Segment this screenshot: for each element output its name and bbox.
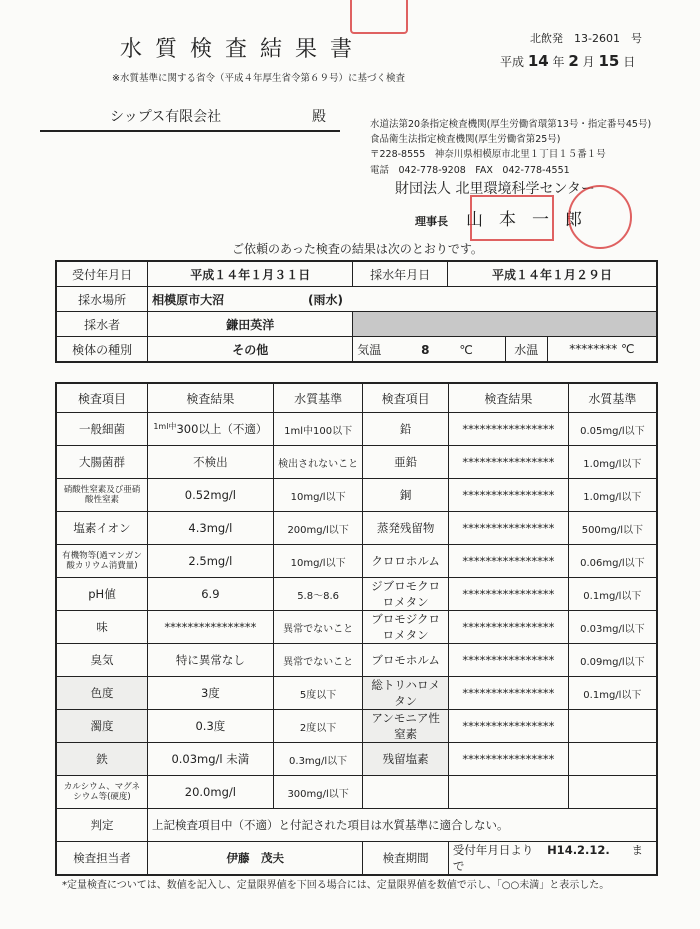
org-name: 財団法人 北里環境科学センター bbox=[395, 181, 595, 197]
header-standard-right: 水質基準 bbox=[568, 383, 657, 413]
inspector-value: 伊藤 茂夫 bbox=[147, 842, 362, 876]
item-right: 鉛 bbox=[363, 413, 448, 446]
result-right: **************** bbox=[448, 743, 568, 776]
result-row bbox=[56, 611, 657, 644]
org-certification-1: 水道法第20条指定検査機関(厚生労働省環第13号・指定番号45号) bbox=[370, 119, 652, 130]
item-left: 味 bbox=[56, 611, 147, 644]
result-value: 300以上（不適） bbox=[176, 422, 268, 436]
sampled-label: 採水年月日 bbox=[353, 261, 448, 287]
result-prefix: 1ml中 bbox=[153, 422, 177, 431]
client-name-block bbox=[40, 106, 340, 132]
result-left bbox=[147, 413, 273, 446]
client-honorific: 殿 bbox=[312, 109, 326, 125]
collector-value: 鎌田英洋 bbox=[148, 312, 353, 337]
air-temp-cell bbox=[353, 337, 506, 363]
type-value: その他 bbox=[148, 337, 353, 363]
footnote: *定量検査については、数値を記入し、定量限界値を下回る場合には、定量限界値を数値で示し、「○○未満」と表示した。 bbox=[62, 880, 610, 891]
water-temp-label: 水温 bbox=[505, 337, 547, 363]
standard-right: 0.1mg/l以下 bbox=[568, 677, 657, 710]
standard-right: 0.1mg/l以下 bbox=[568, 578, 657, 611]
sample-row-dates bbox=[56, 261, 657, 287]
result-row bbox=[56, 479, 657, 512]
standard-right bbox=[568, 743, 657, 776]
official-seal-round bbox=[568, 185, 632, 249]
standard-left: 2度以下 bbox=[273, 710, 363, 743]
standard-right: 0.09mg/l以下 bbox=[568, 644, 657, 677]
result-row bbox=[56, 677, 657, 710]
item-left: 色度 bbox=[56, 677, 147, 710]
result-row bbox=[56, 578, 657, 611]
result-left bbox=[147, 743, 273, 776]
header-standard-left: 水質基準 bbox=[273, 383, 363, 413]
item-left: カルシウム、マグネシウム等(硬度) bbox=[56, 776, 147, 809]
official-seal-square bbox=[470, 195, 554, 241]
org-certification-2: 食品衛生法指定検査機関(厚生労働省第25号) bbox=[370, 134, 561, 145]
result-right: **************** bbox=[448, 710, 568, 743]
received-value: 平成１４年１月３１日 bbox=[148, 261, 353, 287]
item-left: 硝酸性窒素及び亜硝酸性窒素 bbox=[56, 479, 147, 512]
judgement-value: 上記検査項目中（不適）と付記された項目は水質基準に適合しない。 bbox=[147, 809, 657, 842]
director-name: 山本一郎 bbox=[466, 210, 598, 230]
sample-row-collector bbox=[56, 312, 657, 337]
result-row bbox=[56, 446, 657, 479]
standard-left: 5度以下 bbox=[273, 677, 363, 710]
item-right: ブロモジクロロメタン bbox=[363, 611, 448, 644]
received-label: 受付年月日 bbox=[56, 261, 148, 287]
location-value: 相模原市大沼 bbox=[152, 292, 225, 307]
result-right: **************** bbox=[448, 578, 568, 611]
location-cell bbox=[148, 287, 657, 312]
results-table bbox=[55, 382, 658, 876]
document-title: 水質検査結果書 bbox=[120, 37, 366, 62]
issue-date: 平成 14 年 2 月 15 日 bbox=[500, 52, 636, 70]
result-left bbox=[147, 545, 273, 578]
result-left bbox=[147, 611, 273, 644]
standard-right: 1.0mg/l以下 bbox=[568, 479, 657, 512]
result-right bbox=[448, 776, 568, 809]
result-value: 2.5mg/l bbox=[188, 554, 233, 568]
type-label: 検体の種別 bbox=[56, 337, 148, 363]
result-value: 3度 bbox=[200, 686, 220, 700]
org-phone: 電話 042-778-9208 FAX 042-778-4551 bbox=[370, 165, 570, 176]
air-temp-unit: ℃ bbox=[459, 342, 473, 357]
item-right: 総トリハロメタン bbox=[363, 677, 448, 710]
item-left: 大腸菌群 bbox=[56, 446, 147, 479]
item-left: 濁度 bbox=[56, 710, 147, 743]
period-from: 受付年月日より bbox=[452, 843, 534, 857]
result-right: **************** bbox=[448, 413, 568, 446]
results-body bbox=[56, 413, 657, 809]
result-right: **************** bbox=[448, 512, 568, 545]
standard-right: 0.06mg/l以下 bbox=[568, 545, 657, 578]
result-value: 0.3度 bbox=[195, 719, 226, 733]
standard-left: 異常でないこと bbox=[273, 611, 363, 644]
result-row bbox=[56, 743, 657, 776]
inspector-label: 検査担当者 bbox=[56, 842, 147, 876]
result-value: 6.9 bbox=[201, 587, 220, 601]
standard-right: 0.03mg/l以下 bbox=[568, 611, 657, 644]
result-left bbox=[147, 776, 273, 809]
standard-left: 5.8～8.6 bbox=[273, 578, 363, 611]
legal-note: ※水質基準に関する省令（平成４年厚生省令第６９号）に基づく検査 bbox=[112, 73, 405, 84]
client-name: シップス有限会社 bbox=[110, 109, 222, 125]
standard-right: 0.05mg/l以下 bbox=[568, 413, 657, 446]
item-right: アンモニア性窒素 bbox=[363, 710, 448, 743]
period-date: H14.2.12. bbox=[547, 843, 610, 857]
standard-left: 異常でないこと bbox=[273, 644, 363, 677]
standard-left: 200mg/l以下 bbox=[273, 512, 363, 545]
result-value: 0.52mg/l bbox=[184, 488, 236, 502]
result-right: **************** bbox=[448, 644, 568, 677]
result-row bbox=[56, 644, 657, 677]
air-temp-value: 8 bbox=[421, 342, 430, 357]
result-left bbox=[147, 644, 273, 677]
result-right: **************** bbox=[448, 545, 568, 578]
location-note: (雨水) bbox=[308, 292, 343, 307]
item-right: 残留塩素 bbox=[363, 743, 448, 776]
standard-right bbox=[568, 776, 657, 809]
period-cell bbox=[448, 842, 657, 876]
result-row bbox=[56, 545, 657, 578]
standard-left: 0.3mg/l以下 bbox=[273, 743, 363, 776]
result-right: **************** bbox=[448, 479, 568, 512]
item-right: ジブロモクロロメタン bbox=[363, 578, 448, 611]
result-row bbox=[56, 776, 657, 809]
result-left bbox=[147, 479, 273, 512]
sampled-value: 平成１４年１月２９日 bbox=[448, 261, 657, 287]
judgement-row bbox=[56, 809, 657, 842]
header-item-right: 検査項目 bbox=[363, 383, 448, 413]
period-to: まで bbox=[452, 843, 643, 873]
result-value: 不検出 bbox=[193, 455, 228, 469]
seal-stamp-top bbox=[350, 0, 408, 34]
item-left: pH値 bbox=[56, 578, 147, 611]
org-address: 〒228-8555 神奈川県相模原市北里１丁目１５番１号 bbox=[370, 149, 606, 160]
result-row bbox=[56, 512, 657, 545]
result-row bbox=[56, 413, 657, 446]
document-number: 北飲発 13-2601 号 bbox=[530, 32, 642, 45]
result-value: 4.3mg/l bbox=[188, 521, 233, 535]
item-left: 一般細菌 bbox=[56, 413, 147, 446]
standard-left: 検出されないこと bbox=[273, 446, 363, 479]
header-result-left: 検査結果 bbox=[147, 383, 273, 413]
header-item-left: 検査項目 bbox=[56, 383, 147, 413]
result-left bbox=[147, 446, 273, 479]
item-right: クロロホルム bbox=[363, 545, 448, 578]
result-right: **************** bbox=[448, 677, 568, 710]
collector-label: 採水者 bbox=[56, 312, 148, 337]
sample-row-type bbox=[56, 337, 657, 363]
standard-right bbox=[568, 710, 657, 743]
water-temp-value: ******** bbox=[569, 342, 618, 356]
item-right: ブロモホルム bbox=[363, 644, 448, 677]
item-right bbox=[363, 776, 448, 809]
item-left: 臭気 bbox=[56, 644, 147, 677]
header-result-right: 検査結果 bbox=[448, 383, 568, 413]
result-value: 特に異常なし bbox=[175, 653, 245, 667]
item-right: 亜鉛 bbox=[363, 446, 448, 479]
director-title: 理事長 bbox=[415, 215, 448, 228]
air-temp-label: 気温 bbox=[357, 342, 382, 357]
standard-left: 10mg/l以下 bbox=[273, 479, 363, 512]
inspector-row bbox=[56, 842, 657, 876]
result-right: **************** bbox=[448, 446, 568, 479]
standard-left: 1ml中100以下 bbox=[273, 413, 363, 446]
result-left bbox=[147, 578, 273, 611]
result-row bbox=[56, 710, 657, 743]
result-right: **************** bbox=[448, 611, 568, 644]
standard-left: 300mg/l以下 bbox=[273, 776, 363, 809]
standard-right: 500mg/l以下 bbox=[568, 512, 657, 545]
item-right: 銅 bbox=[363, 479, 448, 512]
standard-right: 1.0mg/l以下 bbox=[568, 446, 657, 479]
location-label: 採水場所 bbox=[56, 287, 148, 312]
judgement-label: 判定 bbox=[56, 809, 147, 842]
result-left bbox=[147, 512, 273, 545]
period-label: 検査期間 bbox=[363, 842, 448, 876]
result-value: 0.03mg/l 未満 bbox=[171, 752, 250, 766]
item-left: 有機物等(過マンガン酸カリウム消費量) bbox=[56, 545, 147, 578]
water-temp-unit: ℃ bbox=[621, 342, 635, 356]
sample-info-table bbox=[55, 260, 658, 363]
item-right: 蒸発残留物 bbox=[363, 512, 448, 545]
result-left bbox=[147, 677, 273, 710]
intro-text: ご依頼のあった検査の結果は次のとおりです。 bbox=[232, 242, 483, 256]
result-value: 20.0mg/l bbox=[184, 785, 236, 799]
collector-shaded-cell bbox=[353, 312, 657, 337]
standard-left: 10mg/l以下 bbox=[273, 545, 363, 578]
water-temp-cell bbox=[547, 337, 657, 363]
results-header-row bbox=[56, 383, 657, 413]
item-left: 鉄 bbox=[56, 743, 147, 776]
result-value: **************** bbox=[164, 620, 257, 634]
item-left: 塩素イオン bbox=[56, 512, 147, 545]
sample-row-location bbox=[56, 287, 657, 312]
result-left bbox=[147, 710, 273, 743]
